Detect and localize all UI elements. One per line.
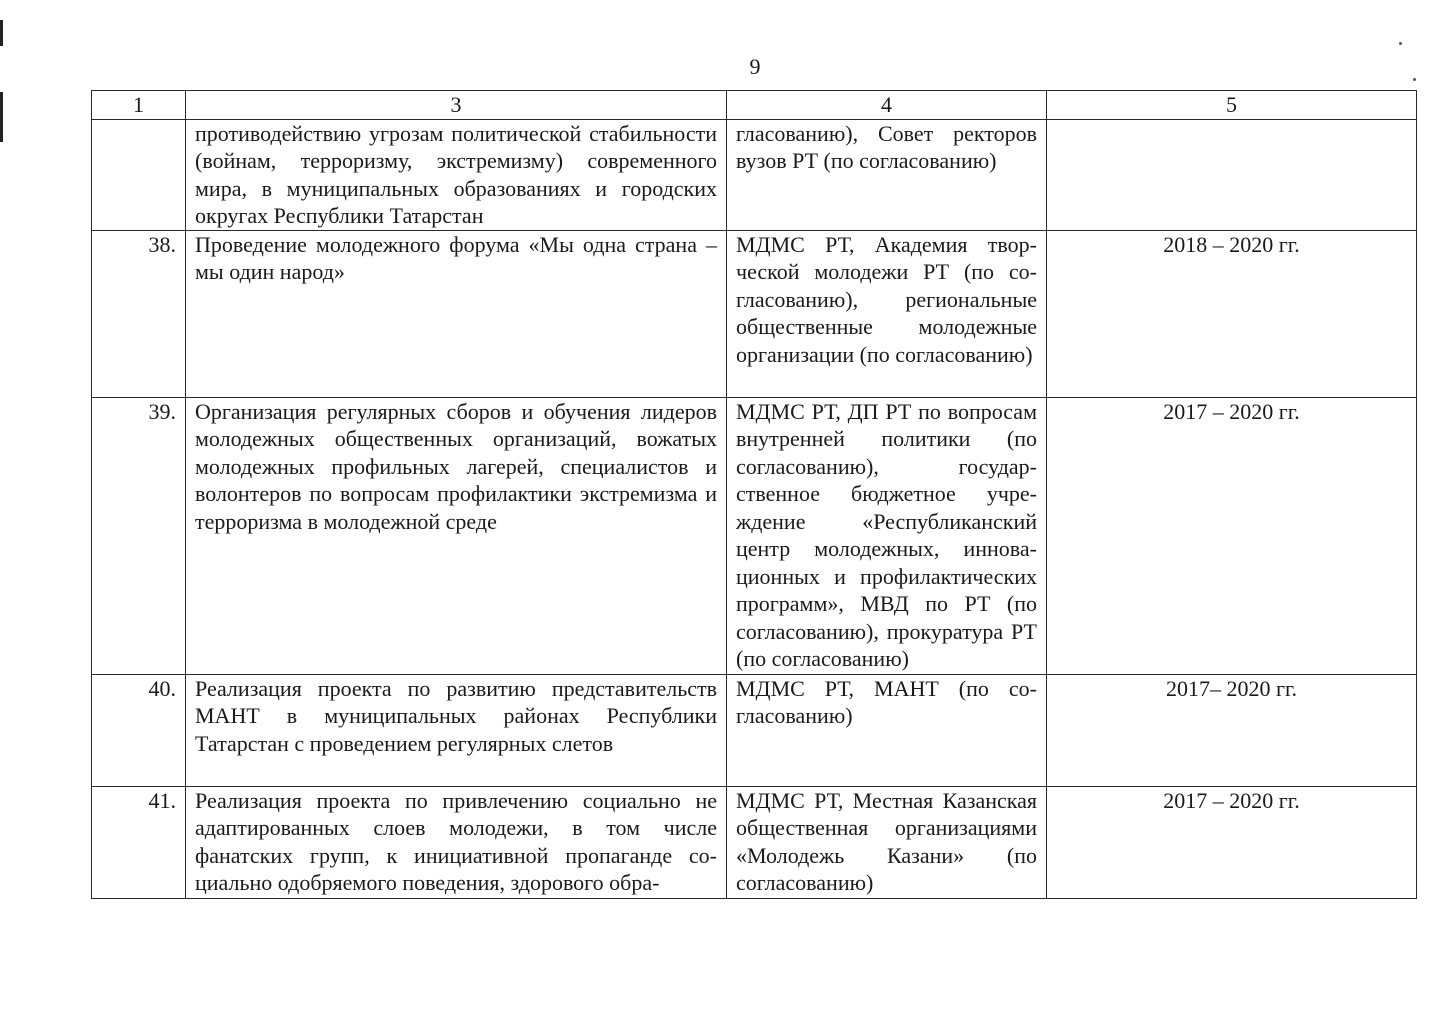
row-number: 38. bbox=[92, 230, 186, 397]
table-header-row bbox=[92, 91, 1417, 120]
row-number: 41. bbox=[92, 786, 186, 898]
row-executors: гласованию), Совет ректоров вузов РТ (по согласованию) bbox=[727, 119, 1047, 230]
row-period: 2018 – 2020 гг. bbox=[1047, 230, 1417, 397]
table-row bbox=[92, 397, 1417, 674]
row-period: 2017 – 2020 гг. bbox=[1047, 786, 1417, 898]
scan-dot bbox=[1413, 78, 1416, 81]
column-header-1: 1 bbox=[92, 91, 186, 120]
row-number: 39. bbox=[92, 397, 186, 674]
row-executors: МДМС РТ, ДП РТ по вопросам внутренней политики (по согласованию), государственное бюджетное учреждение «Республиканский центр молодежных, инновационных и профилактических программ», МВД по РТ (по согласованию), прокуратура РТ (по согласованию) bbox=[727, 397, 1047, 674]
page-number: 9 bbox=[749, 54, 761, 79]
row-executors: МДМС РТ, Академия творческой молодежи РТ (по согласованию), региональные общественные молодежные организации (по согласованию) bbox=[727, 230, 1047, 397]
column-header-3: 3 bbox=[186, 91, 727, 120]
row-number: 40. bbox=[92, 674, 186, 786]
row-period: 2017– 2020 гг. bbox=[1047, 674, 1417, 786]
row-period bbox=[1047, 119, 1417, 230]
row-number bbox=[92, 119, 186, 230]
row-period: 2017 – 2020 гг. bbox=[1047, 397, 1417, 674]
table-row bbox=[92, 119, 1417, 230]
table-row bbox=[92, 230, 1417, 397]
table-row bbox=[92, 674, 1417, 786]
row-event: Проведение молодежного форума «Мы одна страна – мы один народ» bbox=[186, 230, 727, 397]
measures-table bbox=[91, 90, 1417, 899]
table-row bbox=[92, 786, 1417, 898]
row-event: Организация регулярных сборов и обучения лидеров молодежных общественных организаций, вожатых молодежных профильных лагерей, специалистов и волонтеров по вопросам профилактики экстремизма и терроризма в молодежной среде bbox=[186, 397, 727, 674]
scan-edge-mark bbox=[0, 92, 3, 142]
scan-dot bbox=[1399, 42, 1402, 45]
scan-edge-mark bbox=[0, 20, 3, 46]
column-header-4: 4 bbox=[727, 91, 1047, 120]
row-event: Реализация проекта по привлечению социально не адаптированных слоев молодежи, в том числе фанатских групп, к инициативной пропаганде социально одобряемого поведения, здорового обра- bbox=[186, 786, 727, 898]
row-event: противодействию угрозам политической стабильности (войнам, терроризму, экстремизму) современного мира, в муниципальных образованиях и городских округах Республики Татарстан bbox=[186, 119, 727, 230]
column-header-5: 5 bbox=[1047, 91, 1417, 120]
row-executors: МДМС РТ, Местная Казанская общественная организациями «Молодежь Казани» (по согласованию) bbox=[727, 786, 1047, 898]
row-executors: МДМС РТ, МАНТ (по согласованию) bbox=[727, 674, 1047, 786]
row-event: Реализация проекта по развитию представительств МАНТ в муниципальных районах Республики Татарстан с проведением регулярных слетов bbox=[186, 674, 727, 786]
